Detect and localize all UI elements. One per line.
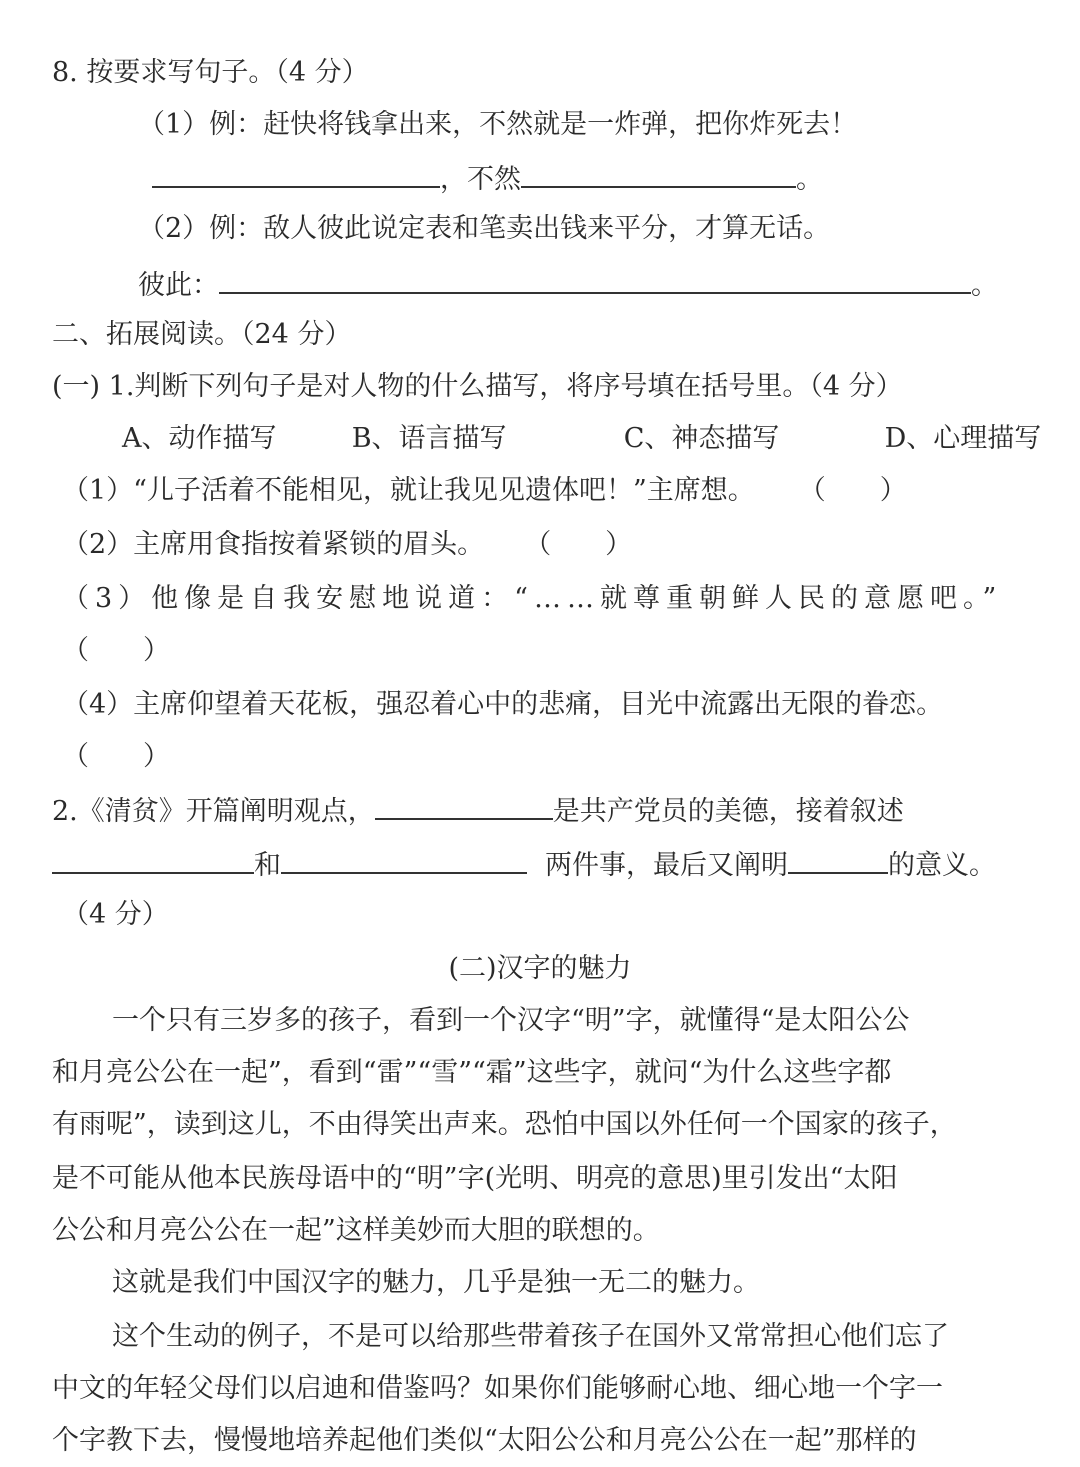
item-2-text: （2）主席用食指按着紧锁的眉头。	[62, 529, 485, 560]
q8-example-2: （2）例：敌人彼此说定表和笔卖出钱来平分，才算无话。	[138, 213, 831, 244]
passage-line: 一个只有三岁多的孩子，看到一个汉字“明”字，就懂得“是太阳公公	[112, 1005, 910, 1036]
question2-score: （4 分）	[62, 899, 169, 930]
option-b: B、语言描写	[351, 423, 507, 454]
passage-line: 这就是我们中国汉字的魅力，几乎是独一无二的魅力。	[112, 1267, 760, 1298]
item-1	[62, 474, 907, 508]
answer-paren[interactable]: （ ）	[524, 529, 633, 560]
section2-title: 二、拓展阅读。（24 分）	[52, 319, 352, 350]
option-a: A、动作描写	[122, 423, 277, 454]
passage-line: 有雨呢”，读到这儿，不由得笑出声来。恐怕中国以外任何一个国家的孩子，	[52, 1109, 957, 1140]
answer-blank[interactable]	[152, 160, 440, 188]
answer-blank[interactable]	[281, 846, 527, 874]
answer-blank[interactable]	[521, 160, 796, 188]
question2-and: 和	[254, 850, 281, 881]
q8-ex2-prefix: 彼此：	[138, 270, 219, 301]
passage-title: (二)汉字的魅力	[448, 953, 632, 984]
passage-line: 这个生动的例子，不是可以给那些带着孩子在国外又常常担心他们忘了	[112, 1321, 949, 1352]
question2-text-b: 是共产党员的美德，接着叙述	[552, 796, 904, 827]
option-d: D、心理描写	[884, 423, 1042, 454]
item-1-text: （1）“儿子活着不能相见，就让我见见遗体吧！”主席想。	[62, 475, 755, 506]
q8-title: 8. 按要求写句子。（4 分）	[52, 57, 369, 88]
part1-question1: (一) 1.判断下列句子是对人物的什么描写，将序号填在括号里。（4 分）	[52, 371, 903, 402]
passage-line: 是不可能从他本民族母语中的“明”字(光明、明亮的意思)里引发出“太阳	[52, 1163, 898, 1194]
answer-paren[interactable]: （ ）	[798, 475, 907, 506]
q8-example-1: （1）例：赶快将钱拿出来，不然就是一炸弹，把你炸死去！	[138, 109, 858, 140]
options-row	[122, 422, 1041, 456]
answer-paren[interactable]: （ ）	[62, 741, 170, 772]
passage-line: 中文的年轻父母们以启迪和借鉴吗？如果你们能够耐心地、细心地一个字一	[52, 1373, 943, 1404]
q8-answer-line-1	[152, 160, 823, 194]
question2-line2	[52, 846, 996, 880]
item-3-text: （3）他像是自我安慰地说道：“……就尊重朝鲜人民的意愿吧。”	[62, 583, 1003, 614]
passage-line: 公公和月亮公公在一起”这样美妙而大胆的联想的。	[52, 1215, 660, 1246]
q8-answer-line-2	[138, 266, 998, 300]
answer-blank[interactable]	[219, 266, 971, 294]
passage-line: 和月亮公公在一起”，看到“雷”“雪”“霜”这些字，就问“为什么这些字都	[52, 1057, 892, 1088]
option-c: C、神态描写	[623, 423, 780, 454]
passage-line: 个字教下去，慢慢地培养起他们类似“太阳公公和月亮公公在一起”那样的	[52, 1425, 917, 1456]
question2-text-d: 的意义。	[888, 850, 996, 881]
q8-ex2-end: 。	[971, 270, 998, 301]
question2-line1	[52, 792, 904, 826]
question2-text-c: 两件事，最后又阐明	[545, 850, 788, 881]
item-2	[62, 528, 632, 562]
q8-ex1-end: 。	[796, 164, 823, 195]
answer-blank[interactable]	[52, 846, 254, 874]
answer-blank[interactable]	[788, 846, 888, 874]
answer-paren[interactable]: （ ）	[62, 635, 170, 666]
q8-ex1-mid: ，不然	[440, 164, 521, 195]
question2-text-a: 2.《清贫》开篇阐明观点，	[52, 796, 375, 827]
answer-blank[interactable]	[375, 792, 553, 820]
item-4-text: （4）主席仰望着天花板，强忍着心中的悲痛，目光中流露出无限的眷恋。	[62, 689, 944, 720]
